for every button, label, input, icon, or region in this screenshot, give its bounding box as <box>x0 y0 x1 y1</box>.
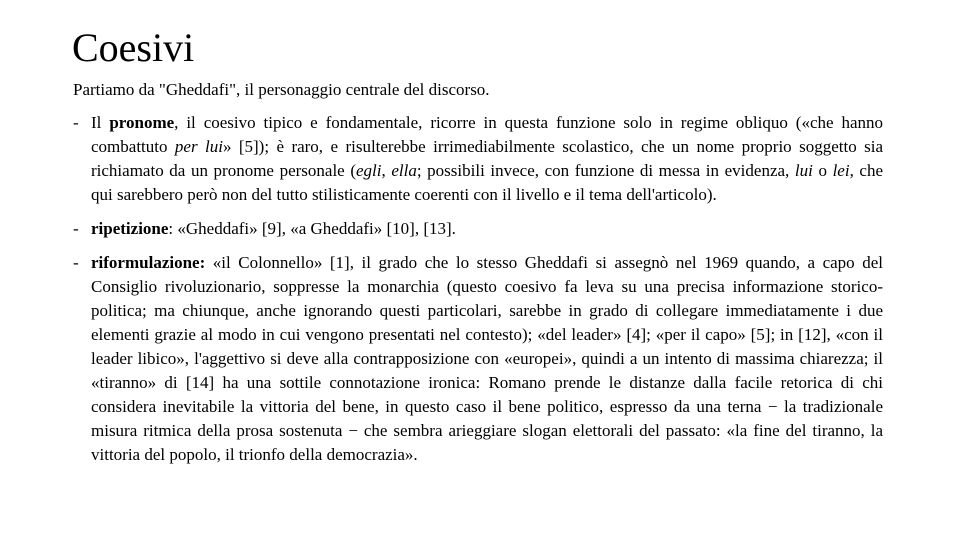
text-segment: «il Colonnello» [1], il grado che lo stesso Gheddafi si assegnò nel 1969 quando, a capo del Consiglio rivoluzionario, soppresse la monarchia (questo coesivo fa leva su una precisa informazione storico-politica; ma chiunque, anche ignorando questi particolari, sarebbe in grado di collegare immediatamente i due elementi grazie al modo in cui vengono presentati nel contesto); «del leader» [4]; «per il capo» [5]; in [12], «con il leader libico», l'aggettivo si deve alla contrapposizione con «europei», quindi a un intento di massima chiarezza; il «tiranno» di [14] ha una sottile connotazione ironica: Romano prende le distanze dalla facile retorica di chi considera inevitabile la vittoria del bene, in questo caso il bene politico, espresso da una terna − la tradizionale misura ritmica della prosa sostenuta − che sembra arieggiare slogan elettorali del passato: «la fine del tiranno, la vittoria del popolo, il trionfo della democrazia». <box>91 253 883 464</box>
bullet-pronome <box>73 111 883 207</box>
term-pronome: pronome <box>109 113 175 132</box>
italic-segment: per lui <box>174 137 223 156</box>
term-ripetizione: ripetizione <box>91 219 169 238</box>
text-segment: , <box>381 161 392 180</box>
bullet-list <box>73 111 883 477</box>
slide-title: Coesivi <box>72 25 195 70</box>
italic-segment: lei <box>832 161 850 180</box>
italic-segment: ella <box>391 161 417 180</box>
italic-segment: egli <box>355 161 382 180</box>
bullet-ripetizione <box>73 217 883 241</box>
text-segment: ; possibili invece, con funzione di messa in evidenza, <box>416 161 795 180</box>
term-riformulazione: riformulazione: <box>91 253 206 272</box>
bullet-marker: - <box>73 219 79 238</box>
text-segment: , il coesivo tipico e fondamentale, ricorre in questa funzione solo in regime obliquo («che hanno combattuto <box>91 113 884 156</box>
text-segment: » [5]); è raro, e risulterebbe irrimediabilmente scolastico, che un nome proprio soggetto sia richiamato da un pronome personale ( <box>91 137 883 180</box>
italic-segment: lui <box>794 161 813 180</box>
bullet-marker: - <box>73 113 79 132</box>
text-segment: : «Gheddafi» [9], «a Gheddafi» [10], [13]. <box>168 219 456 238</box>
bullet-riformulazione <box>73 251 883 467</box>
text-segment: Il <box>91 113 110 132</box>
text-segment: o <box>812 161 833 180</box>
text-segment: , che qui sarebbero però non del tutto stilisticamente coerenti con il livello e il tema dell'articolo). <box>91 161 884 204</box>
intro-text: Partiamo da "Gheddafi", il personaggio centrale del discorso. <box>73 80 490 99</box>
bullet-marker: - <box>73 253 79 272</box>
